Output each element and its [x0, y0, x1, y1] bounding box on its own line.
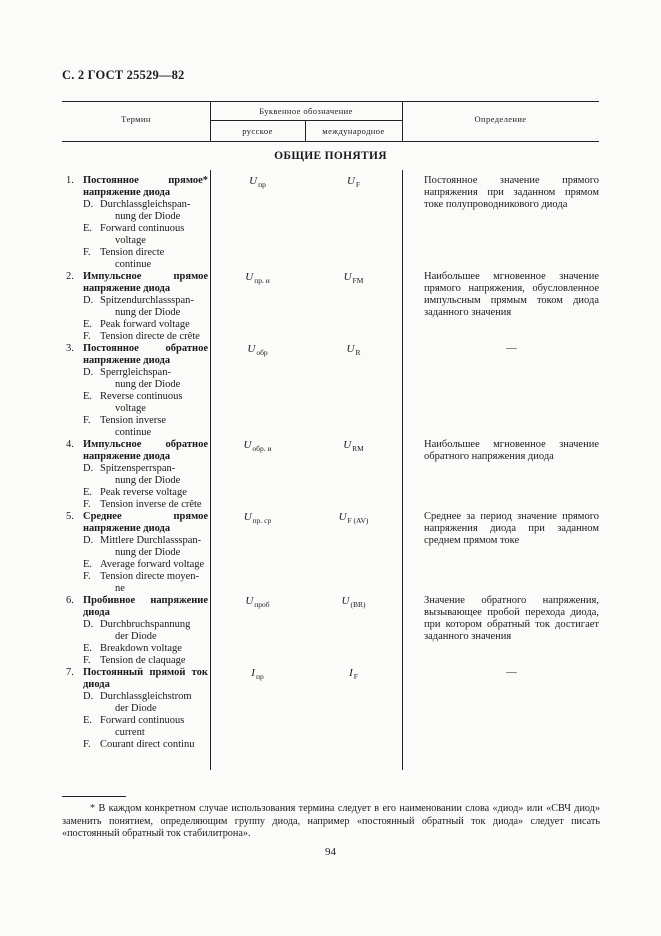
term-translation-de [66, 463, 208, 487]
symbol-subscript: R [355, 348, 361, 357]
translation-line: Durchlassgleichstrom [100, 691, 192, 702]
symbol-subscript: RM [352, 444, 364, 453]
translation-line: Tension de claquage [100, 655, 186, 666]
translation-line: nung der Diode [115, 379, 181, 390]
translation-line: voltage [115, 235, 146, 246]
term-russian-text: Пробивное напряжение диода [83, 595, 208, 618]
term-translation-de [66, 295, 208, 319]
term-entry [66, 175, 208, 271]
term-russian-text: Импульсное обратное напряжение диода [83, 439, 208, 462]
translation-line: Tension directe [100, 247, 165, 258]
symbol-russian [210, 595, 305, 609]
translation-line: voltage [115, 403, 146, 414]
translation-line: Spitzensperrspan- [100, 463, 176, 474]
term-entry [66, 595, 208, 667]
term-entry [66, 667, 208, 751]
term-translation-en [66, 715, 208, 739]
term-translation-de [66, 619, 208, 643]
translation-line: Average forward voltage [100, 559, 205, 570]
translation-line: Tension inverse de crête [100, 499, 202, 510]
term-translation-en [66, 559, 208, 571]
lang-label: F. [83, 247, 91, 258]
term-russian-text: Постоянный прямой ток диода [83, 667, 208, 690]
term-number: 6. [66, 595, 74, 606]
term-number: 3. [66, 343, 74, 354]
symbol-base: U [346, 175, 355, 187]
term-translation-fr [66, 247, 208, 271]
term-translation-fr [66, 655, 208, 667]
symbol-international [305, 511, 402, 525]
symbol-russian [210, 175, 305, 189]
translation-line: Tension inverse [100, 415, 167, 426]
term-russian-text: Постоянное обратное напряжение диода [83, 343, 208, 366]
translation-line: Peak forward voltage [100, 319, 190, 330]
term-translation-fr [66, 571, 208, 595]
lang-label: E. [83, 715, 93, 726]
translation-line: Tension directe moyen- [100, 571, 199, 582]
symbol-international [305, 271, 402, 285]
term-definition: Постоянное значение прямого напряжения при заданном прямом токе полупроводникового диода [424, 175, 599, 210]
term-entry [66, 343, 208, 439]
lang-label: E. [83, 643, 93, 654]
translation-line: ne [115, 583, 125, 594]
term-translation-en [66, 643, 208, 655]
symbol-base: U [245, 271, 254, 283]
symbol-subscript: пр. ср [252, 516, 272, 525]
translation-line: Forward continuous [100, 223, 185, 234]
lang-label: F. [83, 331, 91, 342]
symbol-subscript: F (AV) [347, 516, 369, 525]
symbol-russian [210, 511, 305, 525]
term-number: 5. [66, 511, 74, 522]
symbol-subheader-rule [210, 120, 402, 121]
symbol-base: U [343, 439, 352, 451]
symbol-international [305, 175, 402, 189]
symbol-base: U [343, 271, 352, 283]
table-header-bottom-rule [62, 141, 599, 142]
header-definition: Определение [474, 114, 527, 124]
page-number: 94 [325, 846, 336, 858]
term-translation-en [66, 223, 208, 247]
symbol-base: U [245, 595, 254, 607]
term-entry [66, 271, 208, 343]
translation-line: continue [115, 427, 152, 438]
symbol-base: U [346, 343, 355, 355]
lang-label: E. [83, 487, 93, 498]
header-term: Термин [121, 114, 151, 124]
term-russian [66, 271, 208, 295]
symbol-russian [210, 667, 305, 681]
lang-label: E. [83, 391, 93, 402]
lang-label: D. [83, 199, 94, 210]
lang-label: E. [83, 223, 93, 234]
body-divider-definition [402, 170, 403, 770]
lang-label: D. [83, 367, 94, 378]
symbol-base: U [243, 511, 252, 523]
symbol-base: I [251, 667, 255, 679]
translation-line: current [115, 727, 145, 738]
symbol-subscript: пр [255, 672, 264, 681]
symbol-subscript: F [353, 672, 358, 681]
lang-label: D. [83, 295, 94, 306]
header-international: международное [322, 126, 385, 136]
translation-line: der Diode [115, 703, 157, 714]
term-translation-en [66, 319, 208, 331]
symbol-subscript: (BR) [350, 600, 366, 609]
term-translation-de [66, 535, 208, 559]
symbol-base: U [249, 175, 258, 187]
translation-line: Reverse continuous [100, 391, 183, 402]
translation-line: nung der Diode [115, 211, 181, 222]
translation-line: continue [115, 259, 152, 270]
symbol-subscript: F [355, 180, 361, 189]
lang-label: F. [83, 739, 91, 750]
translation-line: Spitzendurchlassspan- [100, 295, 194, 306]
symbol-base: U [243, 439, 252, 451]
term-number: 1. [66, 175, 74, 186]
term-entry [66, 439, 208, 511]
lang-label: F. [83, 415, 91, 426]
translation-line: Peak reverse voltage [100, 487, 187, 498]
translation-line: Courant direct continu [100, 739, 195, 750]
symbol-russian [210, 343, 305, 357]
term-translation-de [66, 691, 208, 715]
term-translation-de [66, 367, 208, 391]
lang-label: D. [83, 691, 94, 702]
symbol-subscript: пр. и [254, 276, 270, 285]
lang-label: F. [83, 655, 91, 666]
symbol-subscript: FM [352, 276, 364, 285]
footnote-rule [62, 796, 126, 797]
section-title: ОБЩИЕ ПОНЯТИЯ [274, 150, 387, 162]
symbol-international [305, 439, 402, 453]
symbol-base: U [341, 595, 350, 607]
translation-line: der Diode [115, 631, 157, 642]
lang-label: D. [83, 619, 94, 630]
term-translation-en [66, 391, 208, 415]
symbol-subscript: обр. и [252, 444, 272, 453]
term-russian [66, 175, 208, 199]
term-russian [66, 439, 208, 463]
page-header: С. 2 ГОСТ 25529—82 [62, 68, 185, 82]
translation-line: Tension directe de crête [100, 331, 200, 342]
translation-line: Forward continuous [100, 715, 185, 726]
lang-label: D. [83, 463, 94, 474]
translation-line: Durchlassgleichspan- [100, 199, 191, 210]
term-translation-fr [66, 739, 208, 751]
term-number: 2. [66, 271, 74, 282]
symbol-subscript: обр [256, 348, 268, 357]
symbol-base: U [338, 511, 347, 523]
term-definition: Среднее за период значение прямого напряжения диода при заданном среднем прямом токе [424, 511, 599, 546]
term-translation-de [66, 199, 208, 223]
translation-line: Breakdown voltage [100, 643, 182, 654]
term-translation-en [66, 487, 208, 499]
term-entry [66, 511, 208, 595]
term-definition: — [506, 667, 517, 678]
symbol-international [305, 595, 402, 609]
lang-label: E. [83, 559, 93, 570]
symbol-international [305, 667, 402, 681]
term-number: 7. [66, 667, 74, 678]
translation-line: nung der Diode [115, 475, 181, 486]
term-translation-fr [66, 331, 208, 343]
term-definition: Значение обратного напряжения, вызывающее пробой перехода диода, при котором обратный ток достигает заданного значения [424, 595, 599, 642]
header-russian: русское [242, 126, 273, 136]
term-translation-fr [66, 499, 208, 511]
lang-label: E. [83, 319, 93, 330]
symbol-russian [210, 439, 305, 453]
term-definition: — [506, 343, 517, 354]
term-russian [66, 343, 208, 367]
term-translation-fr [66, 415, 208, 439]
lang-label: F. [83, 499, 91, 510]
term-russian [66, 667, 208, 691]
term-russian-text: Среднее прямое напряжение диода [83, 511, 208, 534]
lang-label: D. [83, 535, 94, 546]
term-russian [66, 595, 208, 619]
term-russian-text: Постоянное прямое* напряжение диода [83, 175, 208, 198]
lang-label: F. [83, 571, 91, 582]
header-symbol-group: Буквенное обозначение [259, 106, 353, 116]
term-russian-text: Импульсное прямое напряжение диода [83, 271, 208, 294]
table-top-rule [62, 101, 599, 102]
symbol-base: I [349, 667, 353, 679]
translation-line: Sperrgleichspan- [100, 367, 171, 378]
symbol-international [305, 343, 402, 357]
translation-line: Durchbruchspannung [100, 619, 191, 630]
term-definition: Наибольшее мгновенное значение прямого напряжения, обусловленное импульсным прямым током диода заданного значения [424, 271, 599, 318]
term-definition: Наибольшее мгновенное значение обратного напряжения диода [424, 439, 599, 462]
term-russian [66, 511, 208, 535]
symbol-russian [210, 271, 305, 285]
term-number: 4. [66, 439, 74, 450]
translation-line: nung der Diode [115, 307, 181, 318]
translation-line: Mittlere Durchlassspan- [100, 535, 202, 546]
symbol-subscript: проб [254, 600, 270, 609]
footnote: * В каждом конкретном случае использования термина следует в его наименовании слова «диод» или «СВЧ диод» заменить понятием, определяющим группу диода, например «постоянный обратный ток диода» следует писать «постоянный обратный ток стабилитрона». [62, 803, 600, 839]
translation-line: nung der Diode [115, 547, 181, 558]
symbol-subscript: пр [258, 180, 266, 189]
symbol-base: U [247, 343, 256, 355]
